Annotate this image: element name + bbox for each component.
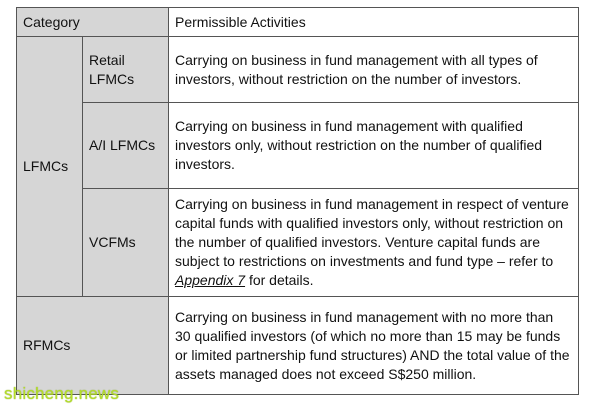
table-row [17,103,579,189]
group-lfmcs: LFMCs [17,37,83,297]
table-header-row [17,8,579,37]
activity-vcfms [169,189,579,297]
table-row [17,37,579,103]
header-permissible-activities: Permissible Activities [169,8,579,37]
appendix-7-link[interactable]: Appendix 7 [175,272,246,288]
fund-management-categories-table [16,7,579,395]
watermark: shicheng.news [4,384,120,403]
activity-rfmcs: Carrying on business in fund management with no more than 30 qualified investors (of which no more than 15 may be funds or limited partnership fund structures) AND the total value of the assets managed does not exceed S$250 million. [169,297,579,395]
subcategory-ai-lfmcs: A/I LFMCs [83,103,169,189]
subcategory-retail-lfmcs: Retail LFMCs [83,37,169,103]
activity-ai-lfmcs: Carrying on business in fund management with qualified investors only, without restriction on the number of qualified investors. [169,103,579,189]
table-row [17,189,579,297]
activity-vcfms-text-end: for details. [245,272,314,288]
activity-vcfms-text: Carrying on business in fund management in respect of venture capital funds with qualified investors only, without restriction on the number of qualified investors. Venture capital funds are subject to restrictions on investments and fund type – refer to [175,196,569,269]
table-row [17,297,579,395]
group-rfmcs: RFMCs [17,297,169,395]
subcategory-vcfms: VCFMs [83,189,169,297]
header-category: Category [17,8,169,37]
activity-retail-lfmcs: Carrying on business in fund management with all types of investors, without restriction on the number of investors. [169,37,579,103]
